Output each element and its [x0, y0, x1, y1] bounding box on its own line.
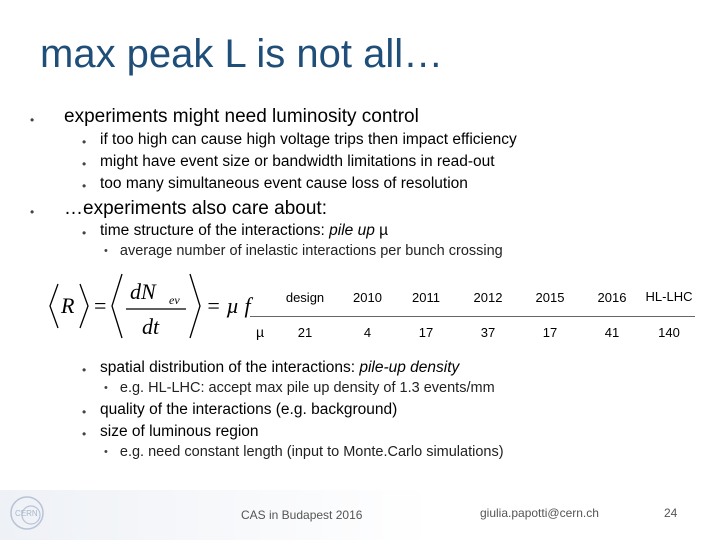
spatial-text: spatial distribution of the interactions:: [100, 359, 360, 376]
svg-text:=: =: [94, 293, 107, 318]
slide-title: max peak L is not all…: [40, 32, 444, 76]
bullet-dot: •: [82, 226, 87, 240]
pile-up-density-italic: pile-up density: [359, 359, 460, 376]
footer-event: CAS in Budapest 2016: [241, 508, 363, 522]
bullet-dot: •: [104, 446, 108, 458]
detail-hl-lhc: e.g. HL-LHC: accept max pile up density of 1.3 events/mm: [119, 380, 495, 396]
table-cell: 37: [480, 324, 496, 340]
detail-line: [104, 243, 503, 259]
bullet-dot: •: [82, 405, 87, 419]
bullet-experiments-care: …experiments also care about:: [64, 198, 327, 219]
formula-denominator: dt: [142, 314, 160, 339]
bullet-dot: •: [30, 113, 35, 127]
table-row-label: µ: [255, 324, 265, 340]
table-header-row: [250, 278, 695, 317]
bullet-luminosity-control: experiments might need luminosity control: [64, 106, 419, 127]
table-header: 2010: [340, 278, 395, 317]
detail-inelastic: average number of inelastic interactions per bunch crossing: [119, 243, 503, 259]
table-cell: 4: [363, 324, 372, 340]
bullet-dot: •: [82, 427, 87, 441]
sub-bullet-time-structure: [100, 222, 388, 240]
table-cell: 21: [297, 324, 313, 340]
formula-rhs: = µ f: [206, 293, 251, 318]
formula-subscript: ev: [169, 293, 180, 307]
table-header: HL-LHC: [643, 278, 695, 317]
table-cell: 140: [658, 324, 680, 340]
table-header: design: [270, 278, 340, 317]
sub-bullet-event-size: might have event size or bandwidth limitations in read-out: [100, 153, 495, 170]
bullet-dot: •: [82, 363, 87, 377]
formula-numerator: dN: [130, 279, 156, 304]
table-header: 2012: [457, 278, 519, 317]
table-row: [250, 317, 695, 348]
sub-bullet-quality: quality of the interactions (e.g. background): [100, 401, 398, 418]
table-header: 2015: [519, 278, 581, 317]
formula-lhs: R: [61, 293, 75, 318]
table-cell: 17: [418, 324, 434, 340]
pile-up-italic: pile up: [329, 222, 375, 239]
sub-bullet-resolution: too many simultaneous event cause loss of resolution: [100, 175, 468, 192]
footer-email: giulia.papotti@cern.ch: [480, 506, 599, 520]
mu-symbol: µ: [379, 222, 389, 239]
time-structure-text: time structure of the interactions:: [100, 222, 330, 239]
sub-bullet-luminous-region: size of luminous region: [100, 423, 259, 440]
table-cell: 41: [604, 324, 620, 340]
page-number: 24: [664, 506, 678, 520]
table-header: 2016: [581, 278, 643, 317]
pileup-table: [250, 278, 695, 347]
bullet-dot: •: [82, 179, 87, 193]
bullet-dot: •: [82, 157, 87, 171]
bullet-dot: •: [104, 245, 108, 257]
pileup-formula: [44, 268, 270, 348]
sub-bullet-spatial: [100, 359, 459, 377]
cern-logo-icon: [8, 494, 46, 532]
detail-constant-length: e.g. need constant length (input to Monte.Carlo simulations): [119, 444, 504, 460]
detail-line: [104, 380, 495, 396]
bullet-dot: •: [104, 382, 108, 394]
cern-logo-text: CERN: [15, 509, 38, 518]
table-header: 2011: [395, 278, 457, 317]
bullet-dot: •: [30, 205, 35, 219]
table-cell: 17: [542, 324, 558, 340]
detail-line: [104, 444, 504, 460]
sub-bullet-hv-trips: if too high can cause high voltage trips then impact efficiency: [100, 131, 517, 148]
bullet-dot: •: [82, 135, 87, 149]
